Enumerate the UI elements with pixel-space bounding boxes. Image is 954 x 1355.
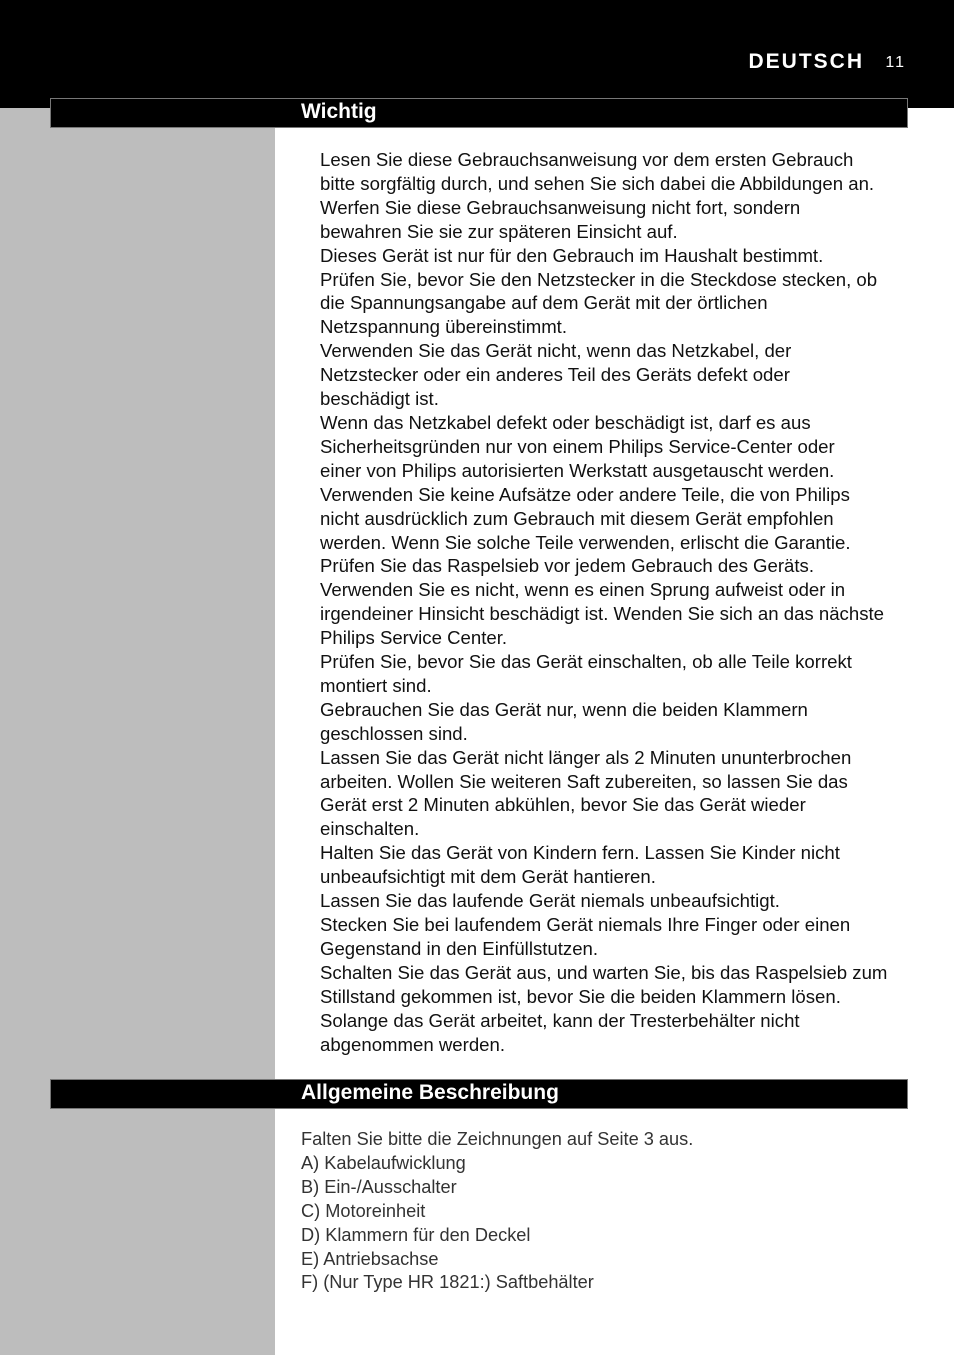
description-line: Falten Sie bitte die Zeichnungen auf Seite 3 aus. (301, 1129, 694, 1149)
text-line: die Spannungsangabe auf dem Gerät mit der örtlichen (320, 292, 768, 314)
text-line: Lesen Sie diese Gebrauchsanweisung vor dem ersten Gebrauch (320, 149, 854, 170)
text-line: einer von Philips autorisierten Werkstatt ausgetauscht werden. (320, 459, 835, 481)
text-line: Gegenstand in den Einfüllstutzen. (320, 937, 599, 959)
text-line: einschalten. (320, 818, 420, 840)
general-description (301, 1128, 921, 1295)
description-line: C) Motoreinheit (301, 1200, 426, 1221)
text-line: Solange das Gerät arbeitet, kann der Tresterbehälter nicht (320, 1009, 800, 1031)
text-line: Stecken Sie bei laufendem Gerät niemals Ihre Finger oder einen (320, 914, 851, 935)
description-line: F) (Nur Type HR 1821:) Saftbehälter (301, 1272, 594, 1293)
section-header-general (50, 1079, 908, 1109)
text-line: Netzspannung übereinstimmt. (320, 316, 568, 338)
text-line: Gebrauchen Sie das Gerät nur, wenn die beiden Klammern (320, 698, 808, 720)
text-line: werden. Wenn Sie solche Teile verwenden, erlischt die Garantie. (320, 531, 851, 553)
header-band (0, 0, 954, 108)
text-line: beschädigt ist. (320, 388, 439, 410)
text-line: Schalten Sie das Gerät aus, und warten Sie, bis das Raspelsieb zum (320, 961, 888, 983)
text-line: abgenommen werden. (320, 1033, 506, 1055)
text-line: Prüfen Sie das Raspelsieb vor jedem Gebrauch des Geräts. (320, 555, 815, 577)
text-line: Verwenden Sie es nicht, wenn es einen Sprung aufweist oder in (320, 579, 846, 601)
section-title-general: Allgemeine Beschreibung (301, 1081, 559, 1104)
text-line: Sicherheitsgründen nur von einem Philips Service-Center oder (320, 435, 835, 457)
text-line: Verwenden Sie das Gerät nicht, wenn das Netzkabel, der (320, 340, 792, 362)
text-line: arbeiten. Wollen Sie weiteren Saft zubereiten, so lassen Sie das (320, 770, 848, 792)
text-line: Lassen Sie das Gerät nicht länger als 2 Minuten ununterbrochen (320, 746, 852, 768)
text-line: geschlossen sind. (320, 722, 468, 744)
section-title-important: Wichtig (301, 100, 377, 123)
text-line: montiert sind. (320, 674, 432, 696)
text-line: Halten Sie das Gerät von Kindern fern. Lassen Sie Kinder nicht (320, 842, 840, 864)
text-line: Stillstand gekommen ist, bevor Sie die beiden Klammern lösen. (320, 985, 841, 1007)
page-number: 11 (885, 54, 906, 71)
text-line: Gerät erst 2 Minuten abkühlen, bevor Sie das Gerät wieder (320, 794, 806, 816)
text-line: irgendeiner Hinsicht beschädigt ist. Wenden Sie sich an das nächste (320, 603, 884, 625)
language-label: DEUTSCH (748, 50, 864, 73)
text-line: Lassen Sie das laufende Gerät niemals unbeaufsichtigt. (320, 890, 780, 912)
description-line: D) Klammern für den Deckel (301, 1224, 531, 1245)
text-line: Prüfen Sie, bevor Sie den Netzstecker in die Steckdose stecken, ob (320, 268, 878, 290)
description-line: E) Antriebsachse (301, 1248, 439, 1269)
text-line: Wenn das Netzkabel defekt oder beschädigt ist, darf es aus (320, 411, 811, 433)
text-line: bitte sorgfältig durch, und sehen Sie sich dabei die Abbildungen an. (320, 172, 875, 194)
text-line: Philips Service Center. (320, 627, 508, 649)
text-line: bewahren Sie sie zur späteren Einsicht auf. (320, 220, 678, 242)
important-body (320, 148, 910, 1056)
text-line: Netzstecker oder ein anderes Teil des Geräts defekt oder (320, 364, 790, 386)
text-line: Prüfen Sie, bevor Sie das Gerät einschalten, ob alle Teile korrekt (320, 651, 852, 673)
text-line: unbeaufsichtigt mit dem Gerät hantieren. (320, 866, 656, 888)
left-margin-column (0, 108, 275, 1355)
description-line: B) Ein-/Ausschalter (301, 1176, 457, 1197)
description-line: A) Kabelaufwicklung (301, 1152, 466, 1173)
text-line: Werfen Sie diese Gebrauchsanweisung nicht fort, sondern (320, 196, 801, 218)
text-line: Verwenden Sie keine Aufsätze oder andere Teile, die von Philips (320, 483, 850, 505)
text-line: Dieses Gerät ist nur für den Gebrauch im Haushalt bestimmt. (320, 244, 824, 266)
text-line: nicht ausdrücklich zum Gebrauch mit diesem Gerät empfohlen (320, 507, 834, 529)
section-header-important (50, 98, 908, 128)
